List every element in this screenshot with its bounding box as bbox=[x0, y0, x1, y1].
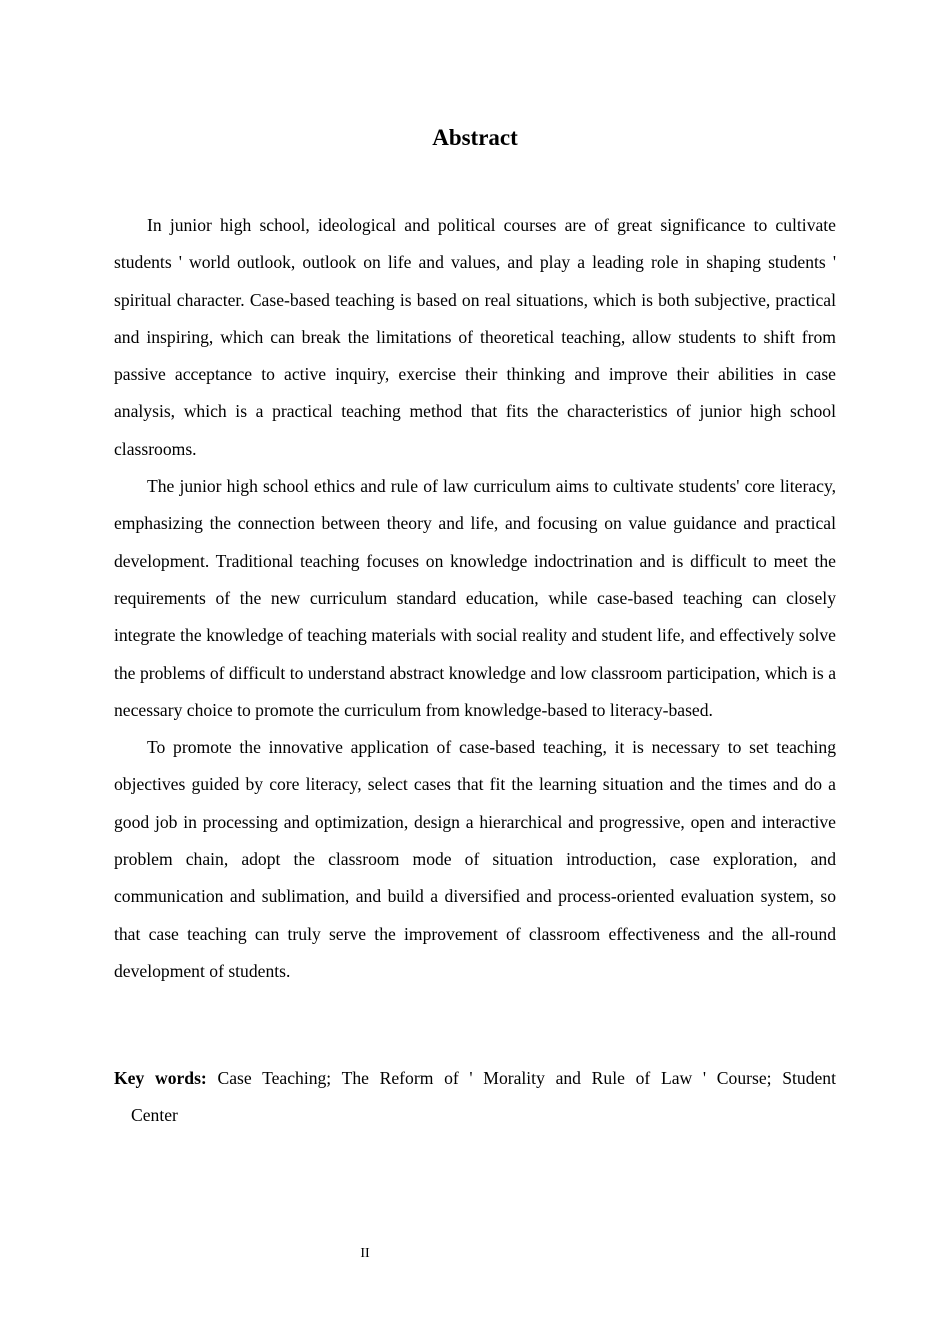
page-title: Abstract bbox=[432, 125, 518, 150]
abstract-body bbox=[114, 207, 836, 990]
keywords-text: Case Teaching; The Reform of ' Morality and Rule of Law ' Course; Student Center bbox=[131, 1068, 836, 1126]
keywords-section bbox=[114, 1060, 836, 1135]
page-number: II bbox=[360, 1246, 370, 1261]
abstract-paragraph-3: To promote the innovative application of case-based teaching, it is necessary to set teaching objectives guided by core literacy, select cases that fit the learning situation and the times and do a good job in processing and optimization, design a hierarchical and progressive, open and interactive problem chain, adopt the classroom mode of situation introduction, case exploration, and communication and sublimation, and build a diversified and process-oriented evaluation system, so that case teaching can truly serve the improvement of classroom effectiveness and the all-round development of students. bbox=[114, 737, 836, 981]
abstract-paragraph-2: The junior high school ethics and rule of law curriculum aims to cultivate students' core literacy, emphasizing the connection between theory and life, and focusing on value guidance and practical development. Traditional teaching focuses on knowledge indoctrination and is difficult to meet the requirements of the new curriculum standard education, while case-based teaching can closely integrate the knowledge of teaching materials with social reality and student life, and effectively solve the problems of difficult to understand abstract knowledge and low classroom participation, which is a necessary choice to promote the curriculum from knowledge-based to literacy-based. bbox=[114, 476, 836, 720]
keywords-label: Key words: bbox=[114, 1068, 207, 1088]
abstract-paragraph-1: In junior high school, ideological and political courses are of great significance to cultivate students ' world outlook, outlook on life and values, and play a leading role in shaping students ' spiritual character. Case-based teaching is based on real situations, which is both subjective, practical and inspiring, which can break the limitations of theoretical teaching, allow students to shift from passive acceptance to active inquiry, exercise their thinking and improve their abilities in case analysis, which is a practical teaching method that fits the characteristics of junior high school classrooms. bbox=[114, 215, 836, 459]
